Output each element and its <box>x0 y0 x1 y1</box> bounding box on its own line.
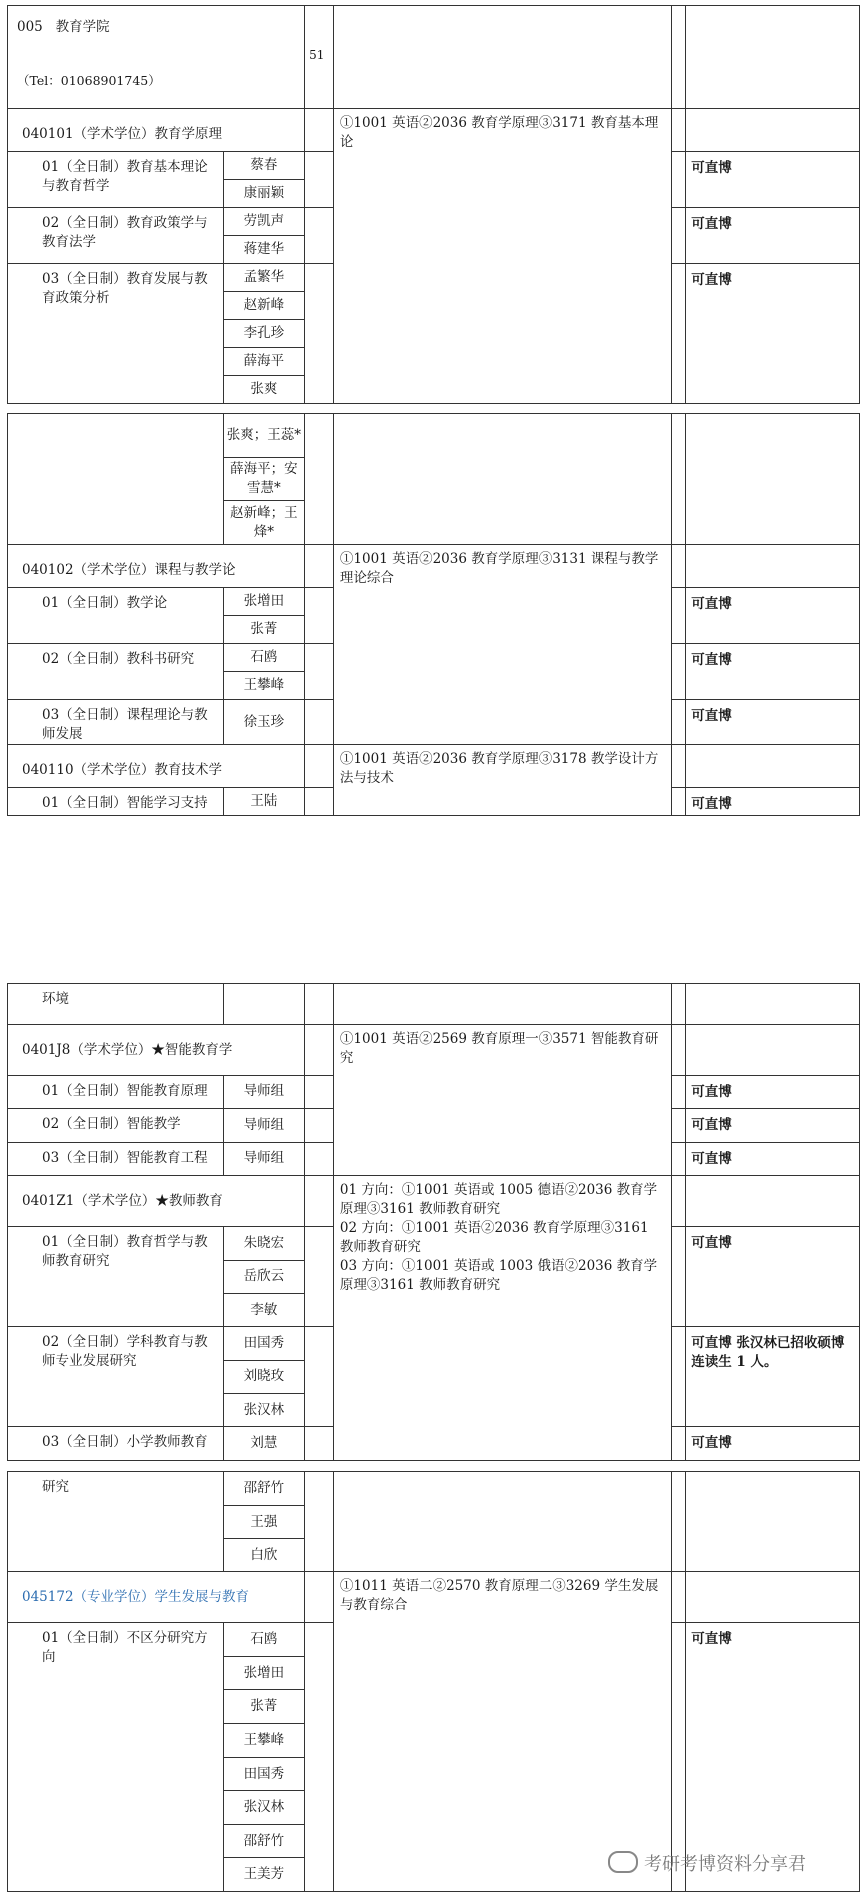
exam-direction-3: 03 方向：①1001 英语或 1003 俄语②2036 教育学原理③3161 教师教育研究 <box>339 1257 658 1293</box>
direction-name: 01（全日制）智能教育原理 <box>8 1075 224 1108</box>
admission-table-block-1 <box>7 5 860 404</box>
note-cell: 可直博 <box>686 700 860 745</box>
tutor-name: 王攀峰 <box>223 1724 304 1758</box>
watermark-text: 考研考博资料分享君 <box>644 1854 806 1875</box>
tutor-name: 王强 <box>223 1506 304 1539</box>
tutor-name: 导师组 <box>223 1142 304 1175</box>
tutor-name: 张增田 <box>223 588 304 616</box>
note-cell: 可直博 <box>686 788 860 816</box>
exam-subjects: ①1011 英语二②2570 教育原理二③3269 学生发展与教育综合 <box>333 1572 671 1892</box>
direction-name: 01（全日制）教学论 <box>8 588 224 644</box>
direction-name: 02（全日制）教育政策学与教育法学 <box>8 208 224 264</box>
tutor-name: 蔡春 <box>223 152 304 180</box>
enrollment-count: 51 <box>305 6 334 109</box>
tutor-name: 张汉林 <box>223 1791 304 1825</box>
note-cell: 可直博 <box>686 1623 860 1892</box>
tutor-name: 张菁 <box>223 616 304 644</box>
watermark <box>608 1850 806 1876</box>
tutor-name: 李敏 <box>223 1293 304 1326</box>
school-tel: （Tel：01068901745） <box>17 73 161 88</box>
tutor-name: 张爽 <box>223 376 304 404</box>
program-title-link[interactable]: 045172（专业学位）学生发展与教育 <box>8 1572 305 1623</box>
school-code: 005 <box>17 19 43 35</box>
note-cell: 可直博 <box>686 1427 860 1461</box>
note-cell: 可直博 <box>686 1075 860 1108</box>
tutor-name: 孟繁华 <box>223 264 304 292</box>
direction-name-continued: 研究 <box>8 1472 224 1572</box>
tutor-name: 田国秀 <box>223 1758 304 1791</box>
direction-name: 02（全日制）智能教学 <box>8 1109 224 1142</box>
note-cell-with-remark: 可直博 张汉林已招收硕博连读生 1 人。 <box>686 1327 860 1427</box>
exam-subjects: ①1001 英语②2036 教育学原理③3178 教学设计方法与技术 <box>333 745 671 816</box>
note-cell: 可直博 <box>686 264 860 404</box>
tutor-name: 朱晓宏 <box>223 1227 304 1260</box>
tutor-name: 岳欣云 <box>223 1260 304 1293</box>
exam-direction-1: 01 方向：①1001 英语或 1005 德语②2036 教育学原理③3161 教师教育研究 <box>339 1181 658 1217</box>
direction-name: 01（全日制）教育基本理论与教育哲学 <box>8 152 224 208</box>
program-title: 0401J8（学术学位）★智能教育学 <box>8 1024 305 1075</box>
note-cell: 可直博 <box>686 644 860 700</box>
exam-subjects: ①1001 英语②2036 教育学原理③3131 课程与教学理论综合 <box>333 545 671 745</box>
tutor-name: 薛海平；安雪慧* <box>223 458 304 501</box>
tutor-name: 邵舒竹 <box>223 1825 304 1858</box>
direction-name: 01（全日制）不区分研究方向 <box>8 1623 224 1892</box>
tutor-name: 导师组 <box>223 1109 304 1142</box>
tutor-name: 田国秀 <box>223 1327 304 1360</box>
tutor-name: 薛海平 <box>223 348 304 376</box>
exam-subjects <box>333 1175 671 1460</box>
program-title: 040102（学术学位）课程与教学论 <box>8 545 305 588</box>
tutor-name: 导师组 <box>223 1075 304 1108</box>
tutor-name: 张爽；王蕊* <box>223 414 304 458</box>
note-cell: 可直博 <box>686 1227 860 1327</box>
direction-name: 03（全日制）课程理论与教师发展 <box>8 700 224 745</box>
exam-subjects: ①1001 英语②2569 教育原理一③3571 智能教育研究 <box>333 1024 671 1175</box>
direction-name: 01（全日制）教育哲学与教师教育研究 <box>8 1227 224 1327</box>
tutor-name: 劳凯声 <box>223 208 304 236</box>
direction-name: 03（全日制）智能教育工程 <box>8 1142 224 1175</box>
program-title: 040101（学术学位）教育学原理 <box>8 109 305 152</box>
note-cell: 可直博 <box>686 1142 860 1175</box>
school-header-cell <box>8 6 305 109</box>
tutor-name: 康丽颖 <box>223 180 304 208</box>
tutor-name: 刘晓玫 <box>223 1360 304 1393</box>
admission-table-block-4 <box>7 1471 860 1892</box>
note-cell: 可直博 <box>686 588 860 644</box>
tutor-name: 张菁 <box>223 1690 304 1724</box>
tutor-name: 邵舒竹 <box>223 1472 304 1506</box>
admission-table-block-3 <box>7 983 860 1461</box>
wechat-icon <box>608 1851 638 1873</box>
school-name: 教育学院 <box>55 19 110 35</box>
exam-direction-2: 02 方向：①1001 英语②2036 教育学原理③3161 教师教育研究 <box>339 1219 649 1255</box>
direction-name-continued: 环境 <box>8 984 224 1025</box>
admission-table-block-2 <box>7 413 860 816</box>
tutor-name: 赵新峰 <box>223 292 304 320</box>
tutor-name: 赵新峰；王烽* <box>223 501 304 545</box>
program-title: 0401Z1（学术学位）★教师教育 <box>8 1175 305 1226</box>
note-cell: 可直博 <box>686 1109 860 1142</box>
note-cell: 可直博 <box>686 152 860 208</box>
tutor-name: 王攀峰 <box>223 672 304 700</box>
tutor-name: 蒋建华 <box>223 236 304 264</box>
tutor-name: 张汉林 <box>223 1394 304 1427</box>
tutor-name: 张增田 <box>223 1657 304 1690</box>
tutor-name: 王陆 <box>223 788 304 816</box>
tutor-name: 李孔珍 <box>223 320 304 348</box>
direction-name: 01（全日制）智能学习支持 <box>8 788 224 816</box>
program-title: 040110（学术学位）教育技术学 <box>8 745 305 788</box>
note-cell: 可直博 <box>686 208 860 264</box>
tutor-name: 石鸥 <box>223 644 304 672</box>
tutor-name: 王美芳 <box>223 1858 304 1892</box>
direction-name: 03（全日制）小学教师教育 <box>8 1427 224 1461</box>
tutor-name: 徐玉珍 <box>223 700 304 745</box>
exam-subjects: ①1001 英语②2036 教育学原理③3171 教育基本理论 <box>333 109 671 404</box>
direction-name: 02（全日制）教科书研究 <box>8 644 224 700</box>
tutor-name: 白欣 <box>223 1539 304 1572</box>
tutor-name: 刘慧 <box>223 1427 304 1461</box>
tutor-name: 石鸥 <box>223 1623 304 1657</box>
direction-name: 02（全日制）学科教育与教师专业发展研究 <box>8 1327 224 1427</box>
direction-name: 03（全日制）教育发展与教育政策分析 <box>8 264 224 404</box>
